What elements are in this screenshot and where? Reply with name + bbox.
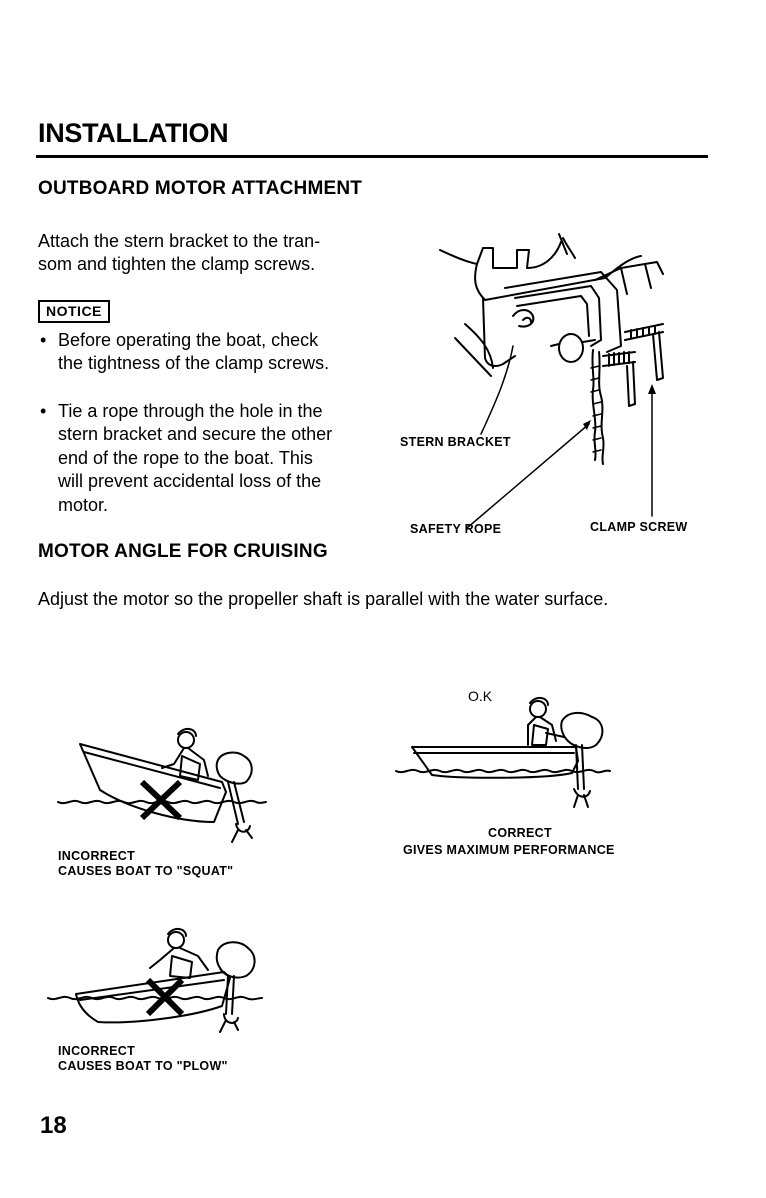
attachment-intro-line-1: Attach the stern bracket to the tran-: [38, 231, 321, 251]
safety-rope-label: SAFETY ROPE: [410, 522, 502, 536]
bullet-dot: •: [40, 330, 47, 350]
boat-plow-illustration: [48, 926, 273, 1036]
bullet-1-line-2: the tightness of the clamp screws.: [58, 353, 330, 373]
bullet-2-line-5: motor.: [58, 495, 109, 515]
bullet-2-line-3: end of the rope to the boat. This: [58, 448, 313, 468]
plow-description: CAUSES BOAT TO "PLOW": [58, 1059, 228, 1073]
stern-bracket-illustration: [395, 228, 715, 528]
bullet-2-line-1: Tie a rope through the hole in the: [58, 401, 323, 421]
squat-incorrect-label: INCORRECT: [58, 849, 136, 863]
plow-incorrect-label: INCORRECT: [58, 1044, 136, 1058]
correct-label: CORRECT: [488, 826, 552, 840]
clamp-screw-label: CLAMP SCREW: [590, 520, 688, 534]
stern-bracket-label: STERN BRACKET: [400, 435, 511, 449]
boat-correct-illustration: [396, 695, 621, 815]
section-divider: [36, 155, 708, 158]
attachment-intro-line-2: som and tighten the clamp screws.: [38, 254, 316, 274]
squat-description: CAUSES BOAT TO "SQUAT": [58, 864, 234, 878]
bullet-1-line-1: Before operating the boat, check: [58, 330, 319, 350]
section-title: INSTALLATION: [38, 118, 229, 148]
attachment-heading: OUTBOARD MOTOR ATTACHMENT: [38, 178, 363, 199]
bullet-dot: •: [40, 401, 47, 421]
bullet-2-line-4: will prevent accidental loss of the: [58, 471, 322, 491]
boat-squat-illustration: [58, 730, 268, 845]
ok-label: O.K: [468, 688, 493, 704]
correct-description: GIVES MAXIMUM PERFORMANCE: [403, 843, 615, 857]
notice-label: NOTICE: [38, 300, 110, 323]
cruising-text: Adjust the motor so the propeller shaft is parallel with the water surface.: [38, 589, 609, 609]
cruising-heading: MOTOR ANGLE FOR CRUISING: [38, 541, 328, 562]
page-number: 18: [40, 1112, 67, 1139]
bullet-2-line-2: stern bracket and secure the other: [58, 424, 333, 444]
